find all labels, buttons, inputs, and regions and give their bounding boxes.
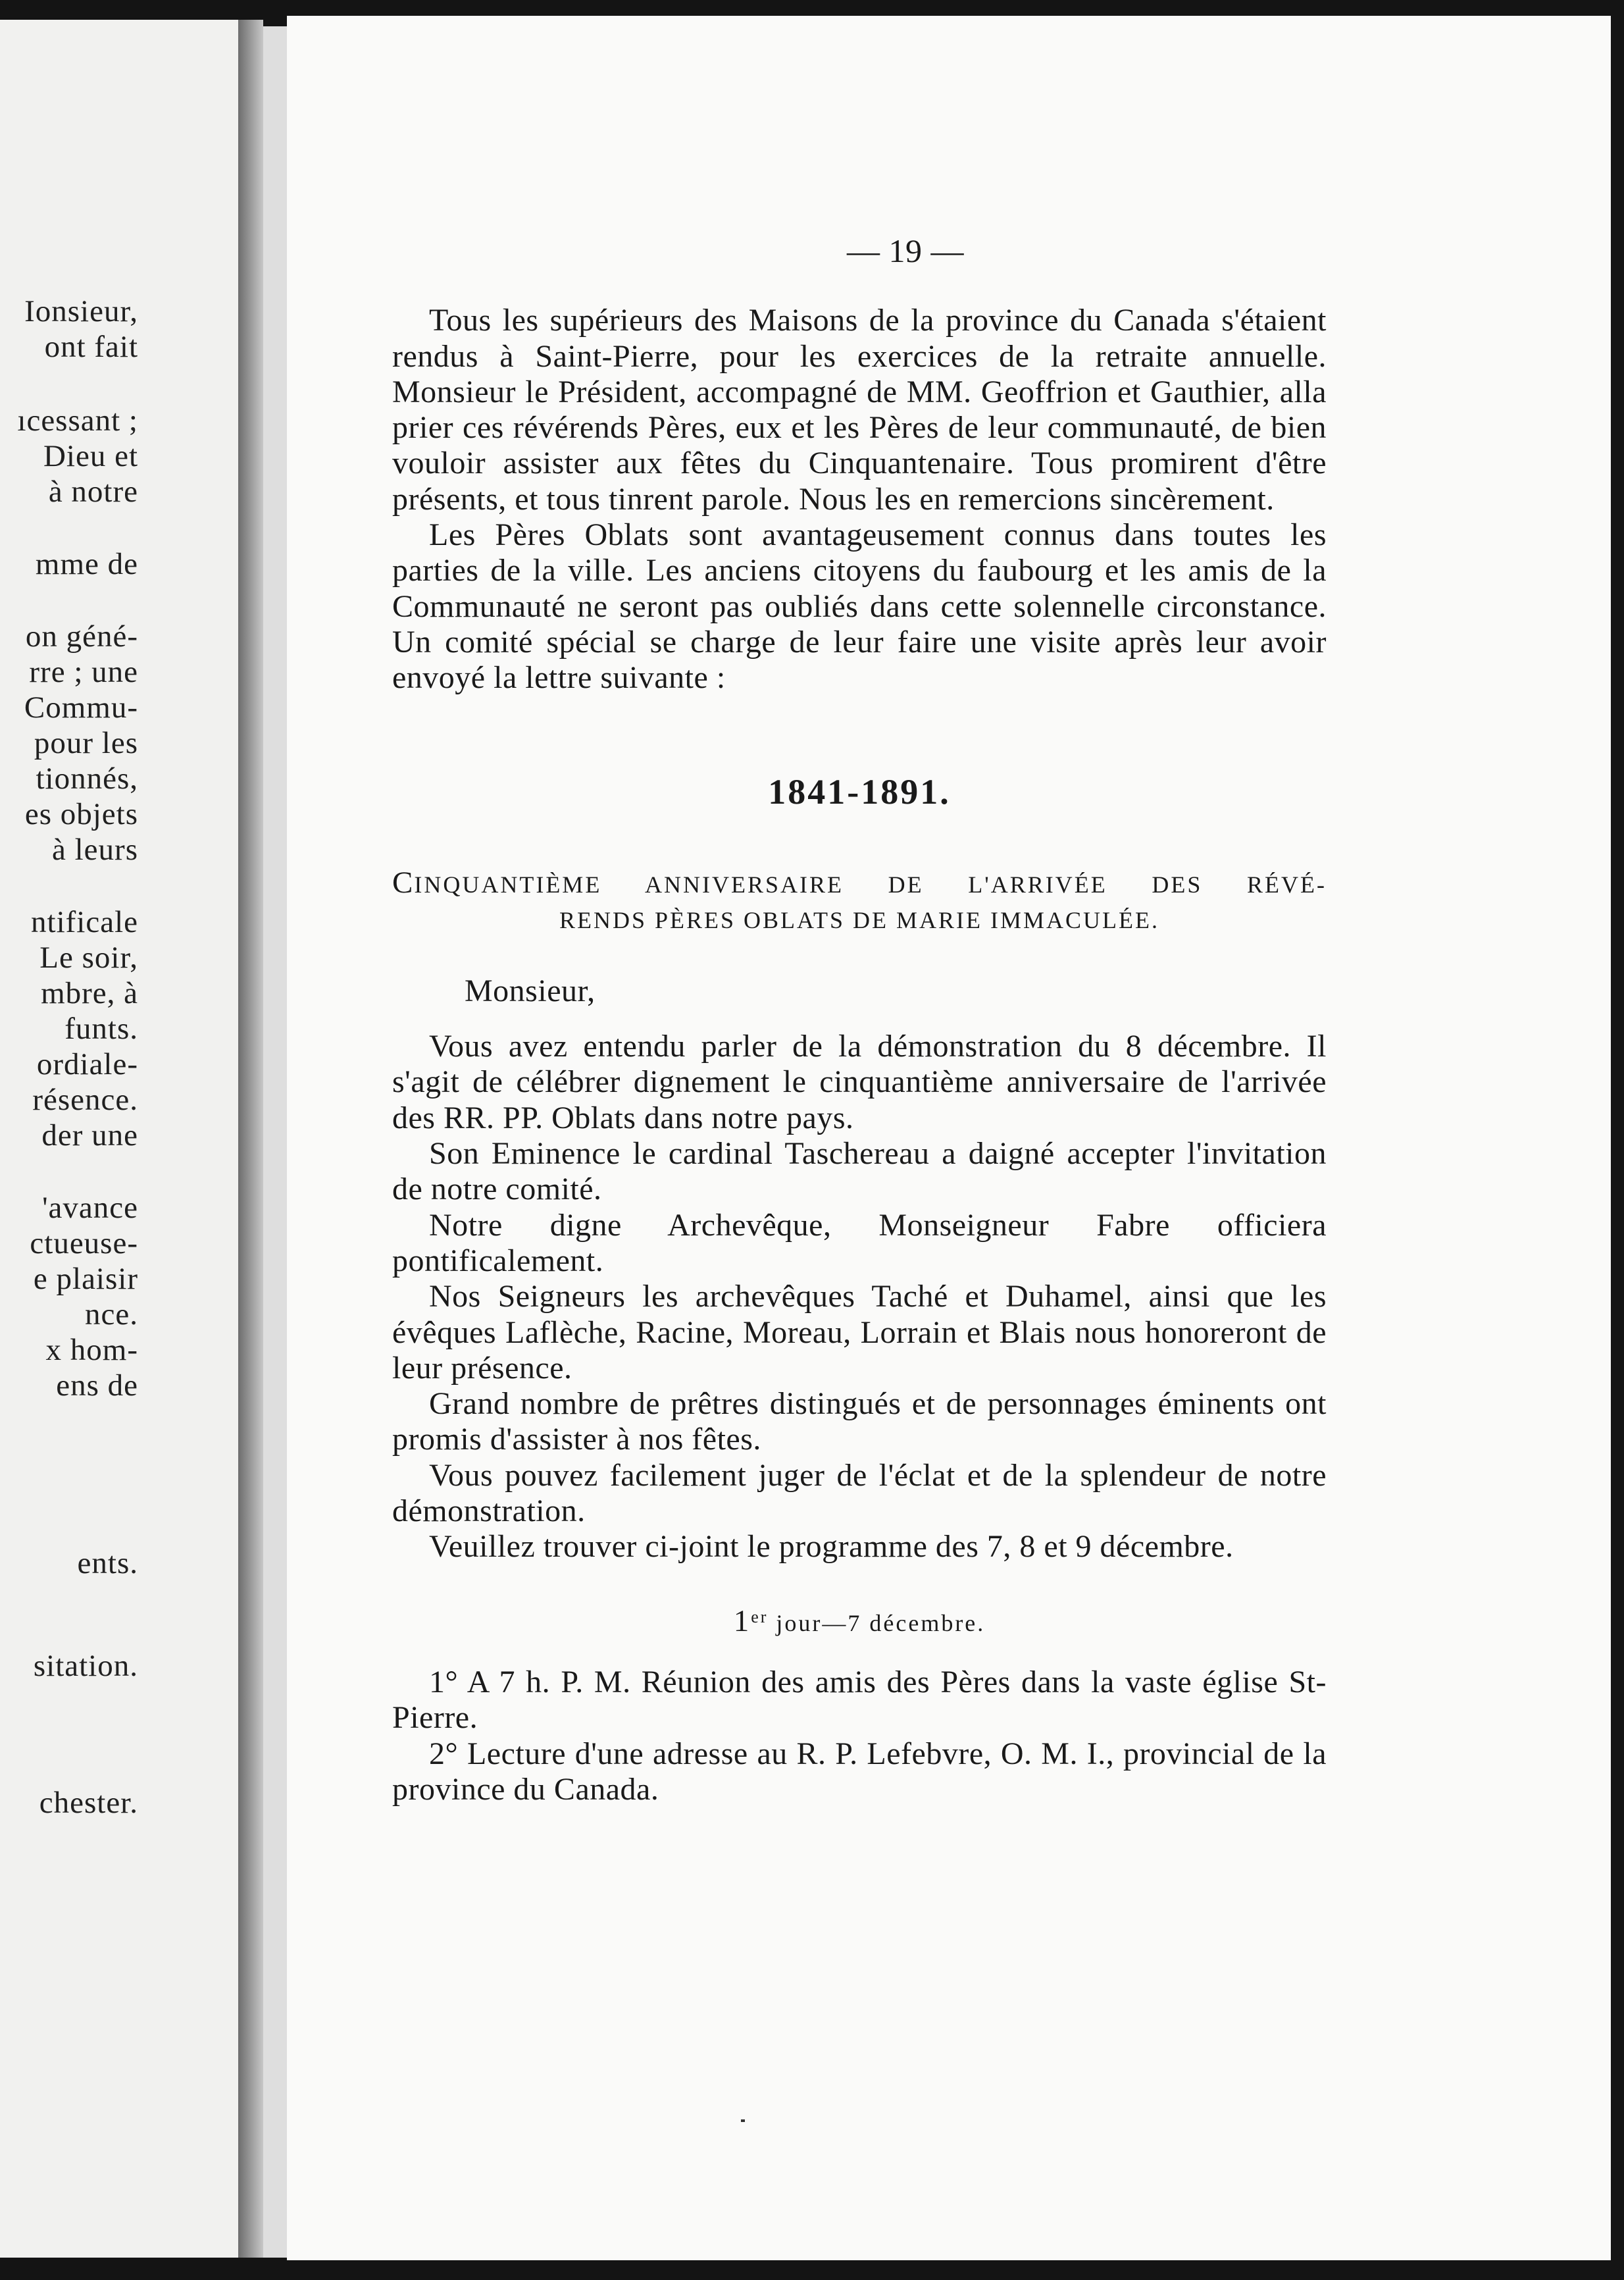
book-gutter-shadow (238, 20, 263, 2258)
left-page-text-fragment: ont fait (44, 330, 138, 364)
letter-paragraph: Notre digne Archevêque, Monseigneur Fabre officiera pontificalement. (392, 1207, 1327, 1278)
left-page-text-fragment: résence. (32, 1083, 138, 1117)
left-page-text-fragment: chester. (39, 1786, 138, 1820)
left-page-text-fragment: Commu- (24, 690, 138, 725)
left-facing-page (0, 20, 238, 2258)
heading-line1-text: INQUANTIÈME ANNIVERSAIRE DE L'ARRIVÉE DES RÉVÉ- (414, 871, 1327, 898)
left-page-text-fragment: der une (41, 1118, 138, 1153)
left-page-text-fragment: ordiale- (36, 1047, 138, 1081)
left-page-text-fragment: nce. (85, 1297, 138, 1332)
letter-paragraph: Vous avez entendu parler de la démonstration du 8 décembre. Il s'agit de célébrer dignement le cinquantième anniversaire de l'arrivée des RR. PP. Oblats dans notre pays. (392, 1029, 1327, 1135)
left-page-text-fragment: e plaisir (33, 1262, 138, 1296)
letter-paragraph: Vous pouvez facilement juger de l'éclat et de la splendeur de notre démonstration. (392, 1457, 1327, 1529)
left-page-text-fragment: Dieu et (43, 439, 138, 473)
anniversary-dates: 1841-1891. (768, 771, 951, 812)
page-content (392, 233, 1327, 1807)
left-page-text-fragment: es objets (24, 797, 138, 831)
left-page-text-fragment: x hom- (45, 1333, 138, 1367)
left-page-text-fragment: Ionsieur, (24, 294, 138, 328)
left-page-text-fragment: Le soir, (39, 941, 138, 975)
left-page-text-fragment: sitation. (33, 1649, 138, 1683)
left-page-text-fragment: pour les (34, 726, 138, 760)
day-number: 1 (733, 1603, 751, 1638)
left-page-text-fragment: à leurs (52, 833, 138, 867)
day-title: jour—7 décembre. (776, 1609, 986, 1636)
letter-paragraph: Son Eminence le cardinal Taschereau a daigné accepter l'invitation de notre comité. (392, 1136, 1327, 1207)
page-edge (263, 26, 287, 2258)
left-page-text-fragment: funts. (64, 1012, 138, 1046)
left-page-text-fragment: ntificale (31, 905, 138, 939)
page-number: — 19 — (847, 232, 964, 269)
left-page-text-fragment: ents. (77, 1546, 138, 1580)
program-item: 2° Lecture d'une adresse au R. P. Lefebvre, O. M. I., provincial de la province du Canada. (392, 1736, 1327, 1807)
letter-paragraph: Nos Seigneurs les archevêques Taché et Duhamel, ainsi que les évêques Laflèche, Racine, Moreau, Lorrain et Blais nous honoreront de leur présence. (392, 1279, 1327, 1386)
left-page-text-fragment: mbre, à (41, 976, 138, 1010)
left-page-text-fragment: tionnés, (36, 762, 138, 796)
left-page-text-fragment: mme de (35, 547, 138, 581)
program-item: 1° A 7 h. P. M. Réunion des amis des Pères dans la vaste église St-Pierre. (392, 1664, 1327, 1736)
anniversary-heading-line1 (392, 865, 1327, 902)
left-page-text-fragment: ıcessant ; (17, 403, 138, 438)
letter-paragraph: Grand nombre de prêtres distingués et de personnages éminents ont promis d'assister à nos fêtes. (392, 1386, 1327, 1457)
print-mark (741, 2119, 745, 2122)
intro-paragraph: Les Pères Oblats sont avantageusement connus dans toutes les parties de la ville. Les anciens citoyens du faubourg et les amis de la Communauté ne seront pas oubliés dans cette solennelle circonstance. Un comité spécial se charge de leur faire une visite après leur avoir envoyé la lettre suivante : (392, 517, 1327, 696)
anniversary-heading-line2: RENDS PÈRES OBLATS DE MARIE IMMACULÉE. (559, 906, 1160, 933)
program-day-heading (392, 1599, 1327, 1641)
heading-drop-cap: C (392, 865, 415, 900)
letter-paragraph: Veuillez trouver ci-joint le programme des 7, 8 et 9 décembre. (429, 1529, 1234, 1565)
day-ordinal: er (751, 1607, 769, 1626)
left-page-text-fragment: à notre (48, 475, 138, 509)
left-page-text-fragment: rre ; une (29, 655, 138, 689)
letter-salutation: Monsieur, (465, 973, 596, 1008)
left-page-text-fragment: 'avance (42, 1191, 138, 1225)
left-page-text-fragment: on géné- (25, 619, 138, 654)
intro-paragraph: Tous les supérieurs des Maisons de la province du Canada s'étaient rendus à Saint-Pierre, pour les exercices de la retraite annuelle. Monsieur le Président, accompagné de MM. Geoffrion et Gauthier, alla prier ces révérends Pères, eux et les Pères de leur communauté, de bien vouloir assister aux fêtes du Cinquantenaire. Tous promirent d'être présents, et tous tinrent parole. Nous les en remercions sincèrement. (392, 303, 1327, 517)
main-page (287, 16, 1611, 2260)
left-page-text-fragment: ens de (56, 1368, 138, 1403)
left-page-text-fragment: ctueuse- (30, 1226, 138, 1260)
